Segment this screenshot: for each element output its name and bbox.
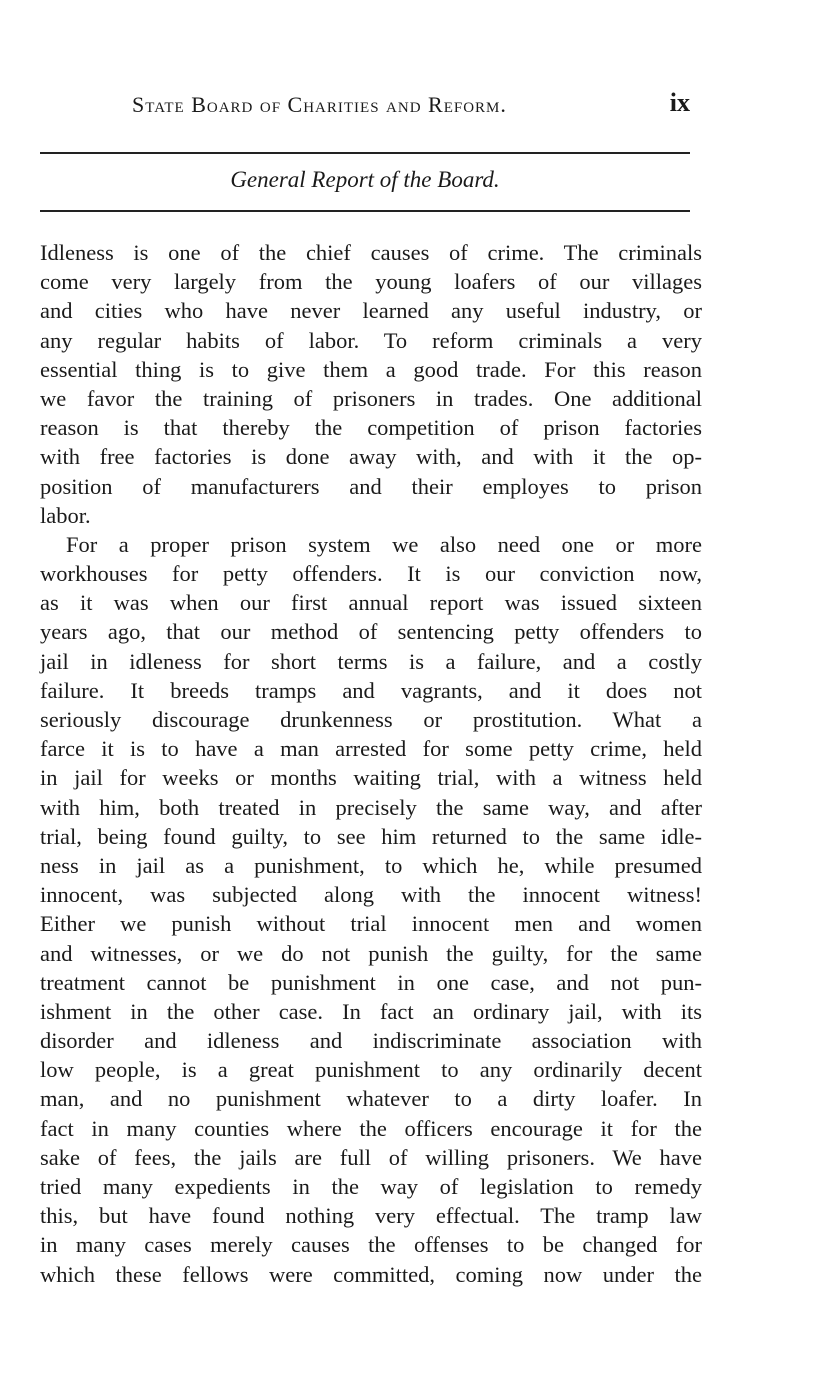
text-line: position of manufacturers and their employes to prison [40,473,702,499]
text-line: Either we punish without trial innocent men and women [40,911,702,937]
top-divider [40,152,690,154]
text-line: ishment in the other case. In fact an ordinary jail, with its [40,998,702,1024]
text-line: any regular habits of labor. To reform criminals a very [40,327,702,353]
text-line: come very largely from the young loafers of our villages [40,269,702,295]
text-line: this, but have found nothing very effectual. The tramp law [40,1203,702,1229]
text-line: Idleness is one of the chief causes of crime. The criminals [40,240,702,265]
text-line: low people, is a great punishment to any ordinarily decent [40,1057,702,1083]
text-line: with free factories is done away with, and with it the op- [40,444,702,470]
text-line: which these fellows were committed, coming now under the [40,1261,702,1287]
text-line: and cities who have never learned any useful industry, or [40,298,702,324]
section-title: General Report of the Board. [230,167,500,192]
text-line: fact in many counties where the officers encourage it for the [40,1115,702,1141]
running-title: State Board of Charities and Reform. [132,92,507,117]
text-line: tried many expedients in the way of legislation to remedy [40,1174,702,1199]
bottom-divider [40,210,690,212]
text-line: trial, being found guilty, to see him returned to the same idle- [40,823,702,849]
text-line: failure. It breeds tramps and vagrants, and it does not [40,677,702,703]
text-line: ness in jail as a punishment, to which he, while presumed [40,852,702,878]
page-number: ix [669,88,690,117]
text-line: farce it is to have a man arrested for some petty crime, held [40,736,702,762]
text-line: reason is that thereby the competition of prison factories [40,415,702,441]
text-line: For a proper prison system we also need one or more [66,531,702,557]
text-line: treatment cannot be punishment in one case, and not pun- [40,969,702,995]
text-line: man, and no punishment whatever to a dirty loafer. In [40,1086,702,1112]
text-line: in jail for weeks or months waiting trial, with a witness held [40,765,702,791]
text-line: as it was when our first annual report was issued sixteen [40,590,702,616]
text-line: jail in idleness for short terms is a failure, and a costly [40,648,702,674]
text-line: we favor the training of prisoners in trades. One additional [40,385,702,411]
text-line: in many cases merely causes the offenses to be changed for [40,1232,702,1258]
running-head [40,88,690,122]
text-line: with him, both treated in precisely the same way, and after [40,794,702,820]
text-line: workhouses for petty offenders. It is our conviction now, [40,561,702,587]
body-text [40,238,702,1289]
text-line: and witnesses, or we do not punish the guilty, for the same [40,940,702,966]
text-line: essential thing is to give them a good trade. For this reason [40,356,702,382]
text-line: labor. [40,502,91,528]
text-line: years ago, that our method of sentencing petty offenders to [40,619,702,645]
text-line: seriously discourage drunkenness or prostitution. What a [40,707,702,732]
text-line: disorder and idleness and indiscriminate association with [40,1028,702,1054]
text-line: sake of fees, the jails are full of willing prisoners. We have [40,1144,702,1170]
text-line: innocent, was subjected along with the innocent witness! [40,882,702,908]
